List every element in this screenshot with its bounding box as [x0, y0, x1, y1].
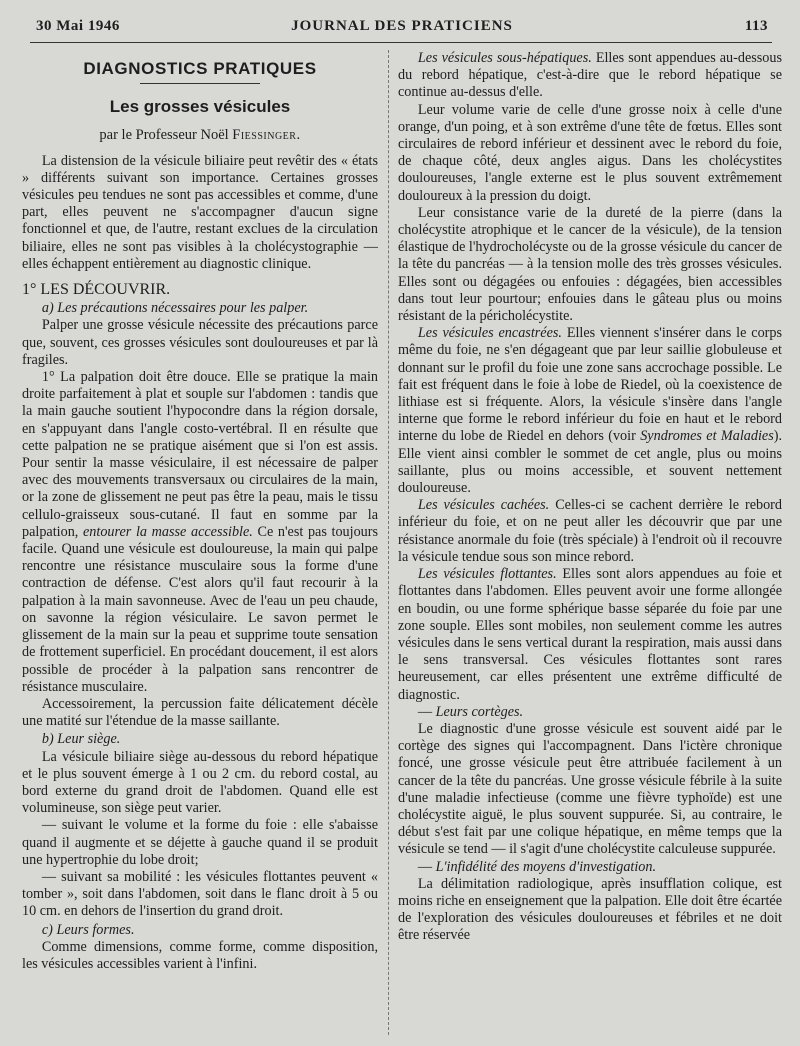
paragraph-delimitation: La délimitation radiologique, après insufflation colique, est moins riche en enseignement que la palpation. Elle doit être écartée de l'exploration des vésicules douloureuses et fébriles et ne doit être réservée [398, 875, 782, 944]
paragraph-a2-italic: entourer la masse accessible. [83, 523, 253, 540]
paragraph-a3: Accessoirement, la percussion faite délicatement décèle une matité sur l'étendue de la masse saillante. [22, 695, 378, 730]
left-column [22, 50, 378, 973]
paragraph-consistance: Leur consistance varie de la dureté de la pierre (dans la cholécystite atrophique et le cancer de la vésicule), de la tension élastique de l'hydrocholécyste ou de la grosse vésicule du cancer de la tête du pancréas — à la tension molle des très grosses vésicules. Elles sont ou dégagées ou enfouies : dégagées, bien accessibles dans tout leur pourtour; enfouies dans le gâteau plus ou moins résistant de la péricholécystite. [398, 204, 782, 325]
journal-title: JOURNAL DES PRATICIENS [291, 18, 513, 34]
paragraph-b2: — suivant le volume et la forme du foie : elle s'abaisse quand il augmente et se déjette à gauche quand il se produit une hypertrophie du lobe droit; [22, 817, 378, 868]
byline [22, 127, 378, 144]
byline-prefix: par le Professeur Noël [99, 127, 229, 144]
title-flottantes: Les vésicules flottantes. [417, 566, 557, 583]
heading-les-decouvrir: 1° LES DÉCOUVRIR. [22, 281, 171, 299]
paragraph-a2-text-1: 1° La palpation doit être douce. Elle se pratique la main droite parfaitement à plat et souple sur l'abdomen : tandis que la main gauche soutient l'hypocondre dans la région dorsale, en s'appuyant dans l'angle costo-vertébral. Il en résulte que cette palpation ne se pratique aisément que si l'on est assis. Pour sentir la masse vésiculaire, il est nécessaire de palper avec des mouvements transversaux ou circulaires de la main, or la zone de glissement ne peut pas être la peau, mais le tissu cellulo-graisseux sous-cutané. Il faut en somme par la palpation, [22, 369, 378, 540]
italic-syndromes: Syndromes et Maladies [640, 428, 774, 445]
header-date: 30 Mai 1946 [36, 18, 120, 34]
subheading-c [22, 922, 378, 939]
article-title: Les grosses vésicules [109, 97, 291, 117]
section-title: DIAGNOSTICS PRATIQUES [83, 59, 317, 78]
section-rule [140, 83, 260, 84]
paragraph-diagnostic: Le diagnostic d'une grosse vésicule est souvent aidé par le cortège des signes qui l'accompagnent. Dans l'ictère chronique foncé, une grosse vésicule peut être attribuée facilement à un cancer de la tête du pancréas. Une grosse vésicule fébrile à la suite d'une maladie infectieuse (comme une fièvre typhoïde) est une cholécystite aiguë, le plus souvent suppurée. Si, au contraire, le début s'est fait par une colique hépatique, en même temps que la vésicule se tend — il s'agit d'une cholécystite calculeuse suppurée. [398, 720, 782, 858]
title-encastrees: Les vésicules encastrées. [417, 325, 562, 342]
text-encastrees-2: ). Elle vient ainsi combler le sommet de cet angle, plus ou moins saillante, plus ou moins accessible, et souvent nettement douloureuse. [398, 428, 782, 497]
title-cachees: Les vésicules cachées. [417, 497, 550, 514]
text-cachees: Celles-ci se cachent derrière le rebord inférieur du foie, et on ne peut aller les découvrir que par une résistance anormale du foie (très spéciale) à l'endroit où il recouvre la vésicule tendue sous son mince rebord. [398, 497, 782, 565]
byline-author: Fiessinger. [232, 127, 301, 144]
right-column [398, 50, 782, 945]
subheading-c-title: Leurs formes. [56, 921, 135, 938]
paragraph-a2-text-2: Ce n'est pas toujours facile. Quand une vésicule est douloureuse, la main qui palpe rencontre une résistance musculaire sous la forme d'une contraction de défense. C'est alors qu'il faut recourir à la palpation à la main savonneuse. Avec de l'eau un peu chaude, on savonne la région vésiculaire. Le savon permet le glissement de la main sur la peau et supprime toute sensation de frottement superficiel. En procédant doucement, il est alors possible de procéder à la palpation sans rencontrer de résistance musculaire. [22, 523, 379, 695]
subheading-a-label: a) [41, 300, 54, 317]
dash-corteges: — [417, 703, 433, 720]
header-rule [30, 42, 772, 43]
title-corteges: Leurs cortèges. [435, 703, 524, 720]
column-divider [388, 50, 389, 1035]
subheading-b-title: Leur siège. [57, 731, 121, 748]
intro-paragraph: La distension de la vésicule biliaire peut revêtir des « états » différents suivant son importance. Certaines grosses vésicules peu tendues ne sont pas accessibles et comme, d'une part, elles peuvent ne s'accompagner d'aucun signe fonctionnel et que, de l'autre, restant exclues de la circulation biliaire, elles ne sont pas visibles à la cholécystographie — elles échappent entièrement au diagnostic clinique. [22, 152, 378, 272]
text-sous-hepatiques: Elles sont appendues au-dessous du rebord hépatique, c'est-à-dire que le rebord hépatique se continue au-dessus d'elle. [398, 50, 783, 101]
paragraph-a1: Palper une grosse vésicule nécessite des précautions parce que, souvent, ces grosses vésicules sont douloureuses et par là fragiles. [22, 317, 378, 368]
page-number: 113 [744, 18, 768, 34]
paragraph-sous-hepatiques [398, 50, 782, 102]
subheading-a-title: Les précautions nécessaires pour les palper. [57, 300, 309, 317]
paragraph-b1: La vésicule biliaire siège au-dessous du rebord hépatique et le plus souvent émerge à 1 ou 2 cm. du rebord costal, au bord externe du grand droit de l'abdomen. Quand elle est volumineuse, son siège peut varier. [22, 748, 378, 817]
paragraph-flottantes [398, 566, 782, 704]
subheading-b-label: b) [41, 731, 54, 748]
paragraph-volume: Leur volume varie de celle d'une grosse noix à celle d'une orange, d'un poing, et à son extrême d'une tête de fœtus. Elles sont circulaires de rebord inférieur et dessinent avec le rebord du foie, de chaque côté, deux angles aigus. Dans les cholécystites douloureuses, l'angle externe est le plus souvent extrêmement douloureux à la pression du doigt. [398, 101, 782, 204]
subheading-a [22, 300, 378, 317]
page-header [36, 14, 768, 40]
paragraph-cachees [398, 497, 782, 566]
title-infidelite: L'infidélité des moyens d'investigation. [435, 858, 657, 875]
subheading-infidelite [398, 859, 782, 876]
subheading-b [22, 731, 378, 748]
subheading-corteges [398, 704, 782, 721]
paragraph-b3: — suivant sa mobilité : les vésicules flottantes peuvent « tomber », soit dans l'abdomen, soit dans le flanc droit à 5 ou 10 cm. en dehors de l'insertion du grand droit. [22, 868, 378, 920]
dash-infidelite: — [417, 858, 433, 875]
title-sous-hepatiques: Les vésicules sous-hépatiques. [417, 50, 592, 66]
paragraph-encastrees [398, 325, 782, 497]
paragraph-c1: Comme dimensions, comme forme, comme disposition, les vésicules accessibles varient à l'infini. [22, 938, 378, 972]
paragraph-a2 [22, 369, 378, 696]
text-flottantes: Elles sont alors appendues au foie et flottantes dans l'abdomen. Elles peuvent avoir une forme allongée en boudin, ou une forme sphérique basse séparée du foie par une zone souple. Elles sont mobiles, non seulement comme les autres vésicules dans le sens vertical durant la respiration, mais aussi dans le sens transversal. Ces vésicules flottantes sont rares heureusement, car elles présentent une extrême difficulté de diagnostic. [398, 566, 783, 703]
text-encastrees-1: Elles viennent s'insérer dans le corps même du foie, ne s'en dégageant que par leur saillie globuleuse et donnant sur le profil du foie une zone sans accrochage possible. Le fait est fréquent dans le foie à lobe de Riedel, où la coexistence de lithiase est si fréquente. Alors, la vésicule s'insère dans l'angle interne que forme le rebord inférieur du foie en haut et le rebord interne du lobe de Riedel en dehors (voir [398, 325, 783, 445]
subheading-c-label: c) [41, 921, 53, 938]
